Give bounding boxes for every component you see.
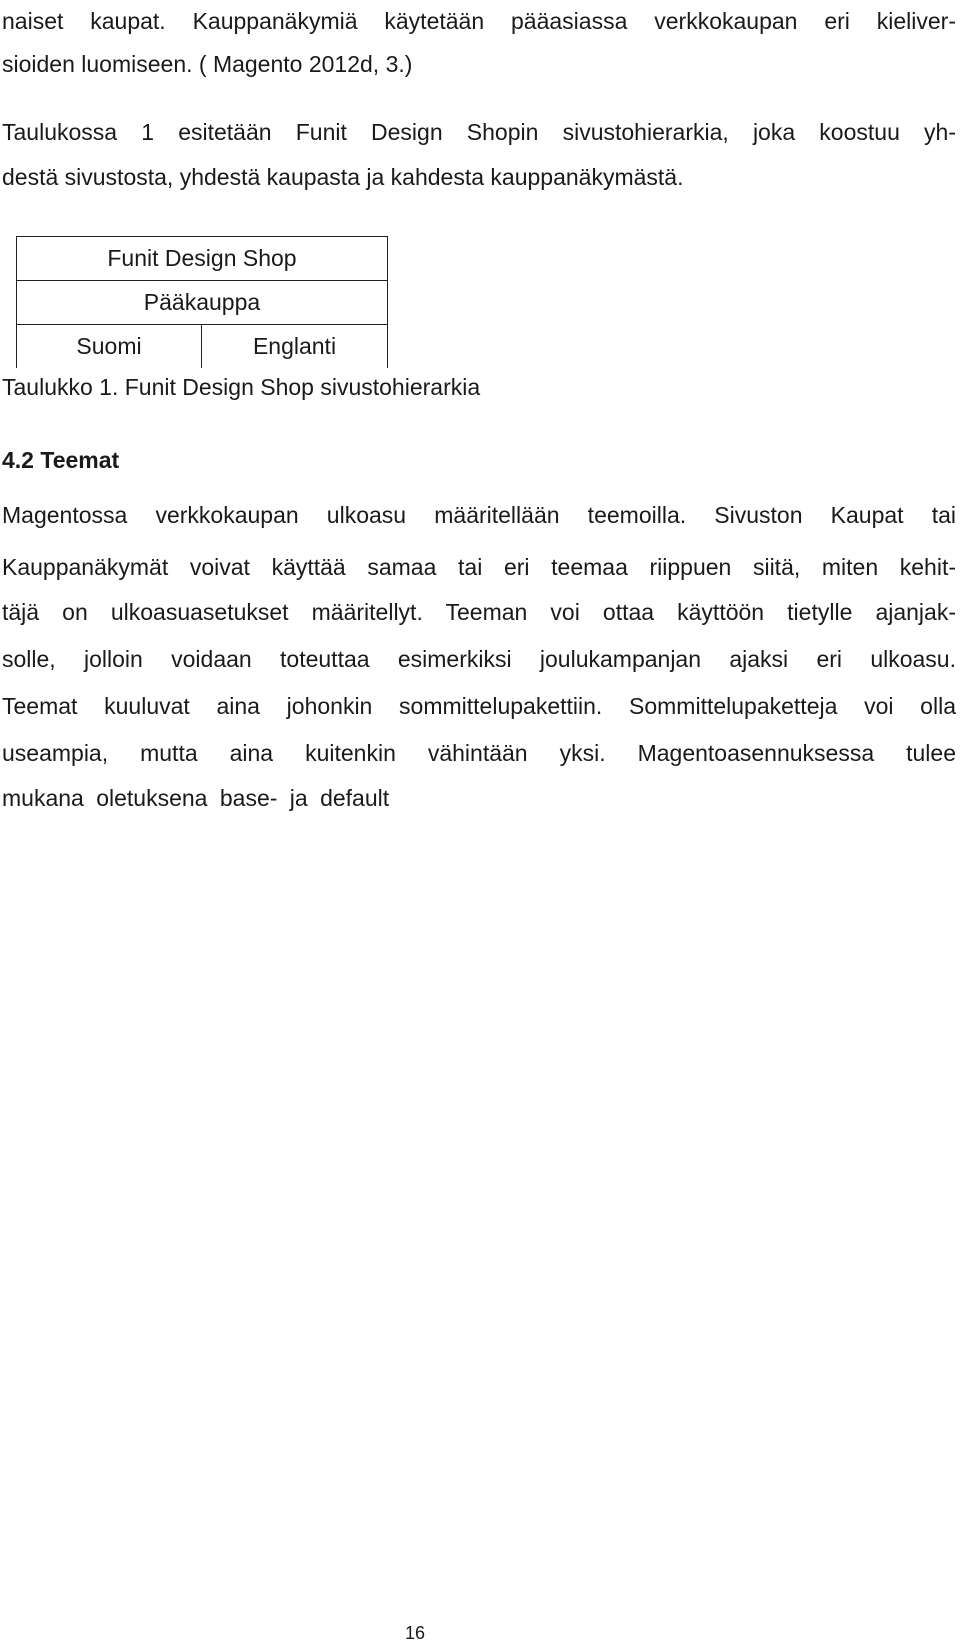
page-number: 16 — [404, 1623, 426, 1643]
paragraph-themes-line-5: Teemat kuuluvat aina johonkin sommittelupakettiin. Sommittelupaketteja voi olla — [2, 693, 956, 719]
table-row — [17, 237, 388, 281]
paragraph-themes-line-7: mukana oletuksena base- ja default — [2, 785, 390, 811]
paragraph-themes-line-2: Kauppanäkymät voivat käyttää samaa tai eri teemaa riippuen siitä, miten kehit- — [2, 554, 956, 580]
paragraph-top-line-2: sioiden luomiseen. ( Magento 2012d, 3.) — [2, 51, 413, 77]
hierarchy-table — [16, 236, 388, 368]
table-cell-view-english: Englanti — [202, 325, 388, 369]
table-cell-site: Funit Design Shop — [17, 237, 388, 281]
table-row — [17, 281, 388, 325]
section-heading: 4.2 Teemat — [2, 447, 120, 473]
paragraph-themes-line-1: Magentossa verkkokaupan ulkoasu määritellään teemoilla. Sivuston Kaupat tai — [2, 502, 956, 528]
paragraph-table-intro-line-1: Taulukossa 1 esitetään Funit Design Shopin sivustohierarkia, joka koostuu yh- — [2, 119, 956, 145]
paragraph-top-line-1: naiset kaupat. Kauppanäkymiä käytetään pääasiassa verkkokaupan eri kieliver- — [2, 8, 956, 34]
table-cell-store: Pääkauppa — [17, 281, 388, 325]
table-row — [17, 325, 388, 369]
table-cell-view-finnish: Suomi — [17, 325, 202, 369]
paragraph-themes-line-6: useampia, mutta aina kuitenkin vähintään yksi. Magentoasennuksessa tulee — [2, 740, 956, 766]
table-caption: Taulukko 1. Funit Design Shop sivustohierarkia — [2, 374, 481, 400]
paragraph-themes-line-3: täjä on ulkoasuasetukset määritellyt. Teeman voi ottaa käyttöön tietylle ajanjak- — [2, 599, 956, 625]
paragraph-table-intro-line-2: destä sivustosta, yhdestä kaupasta ja kahdesta kauppanäkymästä. — [2, 164, 684, 190]
paragraph-themes-line-4: solle, jolloin voidaan toteuttaa esimerkiksi joulukampanjan ajaksi eri ulkoasu. — [2, 646, 956, 672]
